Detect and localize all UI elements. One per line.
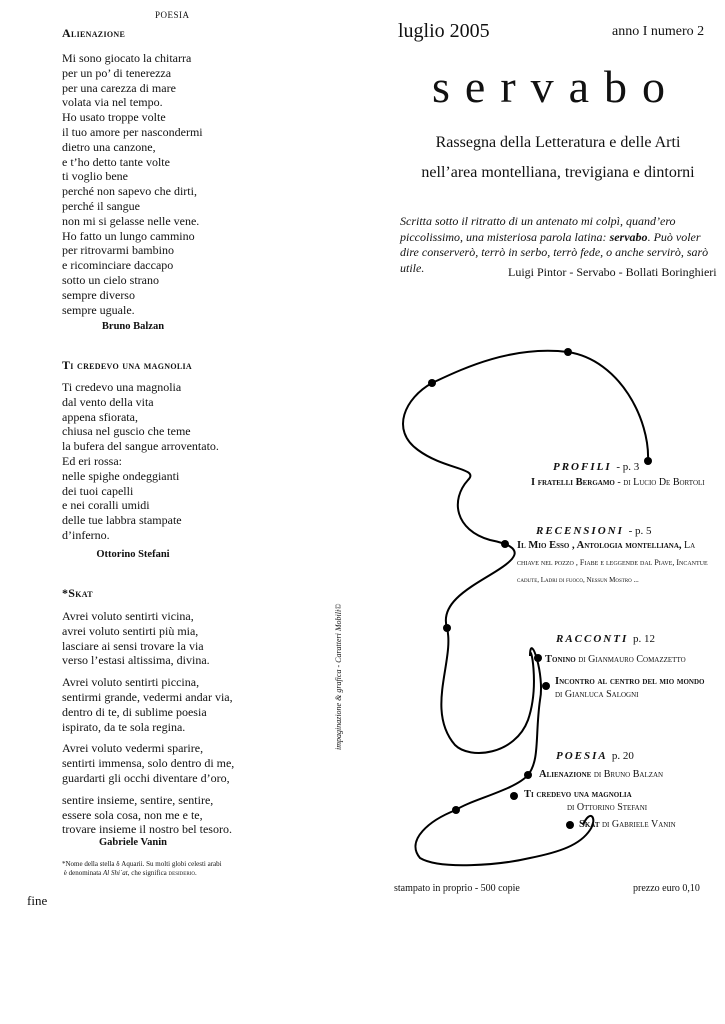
- section-page: - p. 5: [628, 525, 652, 537]
- entry-title: I fratelli Bergamo: [531, 477, 615, 488]
- running-head: POESIA: [155, 10, 190, 20]
- poem-line: perché il sangue: [62, 198, 140, 213]
- poem-line: ti voglio bene: [62, 169, 128, 184]
- poem-line: avrei voluto sentirti più mia,: [62, 623, 199, 638]
- poem-author: Bruno Balzan: [101, 321, 165, 332]
- section-label: PROFILI: [553, 461, 612, 473]
- section-profili: [553, 461, 639, 473]
- index-entry[interactable]: [579, 818, 676, 832]
- poem-line: Ti credevo una magnolia: [62, 380, 182, 394]
- section-page: p. 20: [611, 750, 634, 762]
- footnote-term: desiderio: [168, 869, 195, 877]
- section-page: - p. 3: [616, 461, 640, 473]
- poem-title-magnolia: Ti credevo una magnolia: [62, 358, 192, 372]
- poem-line: verso l’estasi altissima, divina.: [62, 653, 210, 668]
- index-entry-author: di Gianluca Salogni: [555, 689, 639, 700]
- print-run: stampato in proprio - 500 copie: [394, 883, 520, 894]
- poem-line: per un po’ di tenerezza: [62, 65, 172, 80]
- footnote-text: è denominata: [63, 869, 104, 877]
- poem-line: Avrei voluto sentirti vicina,: [62, 609, 194, 623]
- masthead: servabo: [432, 61, 681, 112]
- entry-title: Incontro al centro del mio mondo: [555, 676, 705, 687]
- entry-author: di Bruno Balzan: [591, 769, 664, 780]
- poem-line: e nei coralli umidi: [62, 498, 150, 513]
- poem-line: guardarti gli occhi diventare d’oro,: [62, 770, 230, 785]
- footnote-text: , che significa: [127, 869, 169, 877]
- poem-line: Avrei voluto sentirti piccina,: [62, 675, 200, 690]
- poem-line: perché non sapevo che dirti,: [62, 184, 197, 199]
- poem-line: non mi si gelasse nelle vene.: [62, 213, 200, 228]
- thread-dot: [542, 682, 550, 690]
- subtitle-line-2: nell’area montelliana, trevigiana e dintorni: [421, 164, 695, 181]
- thread-dot: [428, 379, 436, 387]
- poem-author: Ottorino Stefani: [96, 549, 170, 560]
- poem-line: il tuo amore per nascondermi: [62, 124, 203, 139]
- poem-line: lasciare ai sensi trovare la via: [62, 638, 204, 653]
- thread-dot: [524, 771, 532, 779]
- poem-line: per ritrovarmi bambino: [62, 243, 174, 258]
- entry-title: La: [681, 540, 696, 551]
- poem-line: sentire insieme, sentire, sentire,: [62, 792, 214, 807]
- poem-line: e ricominciare daccapo: [62, 258, 174, 273]
- poem-line: sentirti immensa, solo dentro di me,: [62, 756, 235, 771]
- issue-date: luglio 2005: [398, 20, 490, 42]
- epigraph-keyword: servabo: [609, 229, 648, 244]
- footnote-line: *Nome della stella δ Aquarii. Su molti globi celesti arabi: [62, 860, 222, 868]
- price: prezzo euro 0,10: [633, 883, 700, 894]
- poem-title-alienazione: Alienazione: [62, 26, 126, 40]
- poem-line: Ho usato troppe volte: [62, 110, 166, 125]
- subtitle-line-1: Rassegna della Letteratura e delle Arti: [435, 134, 681, 151]
- index-entry-author: di Ottorino Stefani: [567, 802, 648, 813]
- thread-dot: [510, 792, 518, 800]
- index-entry[interactable]: chiave nel pozzo , Fiabe e leggende dal Piave, Incantue: [517, 558, 708, 567]
- thread-dot: [501, 540, 509, 548]
- entry-title: Skat: [579, 819, 600, 830]
- thread-dot: [443, 624, 451, 632]
- poem-author: Gabriele Vanin: [99, 837, 167, 848]
- footnote-term: Al Shi`at: [103, 869, 128, 877]
- poem-line: Avrei voluto vedermi sparire,: [62, 741, 204, 756]
- section-racconti: [556, 633, 655, 645]
- entry-title: Ti credevo una magnolia: [524, 789, 632, 800]
- poem-line: sempre diverso: [62, 287, 135, 302]
- section-label: POESIA: [556, 750, 608, 762]
- poem-line: chiusa nel guscio che teme: [62, 424, 191, 439]
- thread-dot: [534, 654, 542, 662]
- index-entry[interactable]: [524, 788, 632, 802]
- thread-dot: [452, 806, 460, 814]
- entry-author: di Gabriele Vanin: [599, 819, 676, 830]
- thread-dot: [564, 348, 572, 356]
- poem-line: sempre uguale.: [62, 302, 135, 317]
- index-entry[interactable]: [517, 539, 695, 553]
- epigraph-text: . Può voler dire conserverò, terrò in serbo, terrò fede, o anche servirò, sarò utile.: [400, 229, 709, 275]
- section-recensioni: [536, 525, 652, 537]
- poem-line: per una carezza di mare: [62, 80, 176, 95]
- thread-dot: [566, 821, 574, 829]
- poem-line: Ed eri rossa:: [62, 453, 122, 468]
- fine-label: fine: [27, 893, 48, 908]
- poem-line: trovare insieme il nostro bel tesoro.: [62, 822, 232, 837]
- epigraph-source: Luigi Pintor - Servabo - Bollati Boringhieri: [508, 265, 717, 279]
- poem-line: la bufera del sangue arroventato.: [62, 439, 219, 454]
- poem-line: Mi sono giocato la chitarra: [62, 51, 192, 65]
- poem-line: volata via nel tempo.: [62, 95, 163, 110]
- section-label: RECENSIONI: [536, 525, 624, 537]
- credits-vertical: impaginazione & grafica - Caratteri Mobili©: [334, 603, 343, 750]
- entry-author: - di Lucio De Bortoli: [617, 477, 705, 488]
- poem-line: essere sola cosa, non me e te,: [62, 807, 203, 822]
- thread-dot: [644, 457, 652, 465]
- entry-title: Il Mio Esso , Antologia montelliana,: [517, 540, 682, 551]
- poem-line: dal vento della vita: [62, 394, 154, 409]
- section-page: p. 12: [633, 633, 655, 645]
- poem-line: dei tuoi capelli: [62, 483, 134, 498]
- poem-line: sentirmi grande, vedermi andar via,: [62, 689, 233, 704]
- poem-line: Ho fatto un lungo cammino: [62, 228, 195, 243]
- section-poesia: [556, 750, 634, 762]
- section-label: RACCONTI: [556, 633, 629, 645]
- entry-title: Tonino: [545, 654, 576, 665]
- poem-line: dietro una canzone,: [62, 139, 156, 154]
- poem-line: ispirato, da te sola regina.: [62, 719, 186, 734]
- index-entry[interactable]: cadute, Ladri di fuoco, Nessun Mostro ...: [517, 576, 639, 584]
- index-entry[interactable]: [531, 476, 705, 490]
- index-entry[interactable]: [545, 653, 686, 667]
- poem-line: appena sfiorata,: [62, 409, 138, 424]
- epigraph-text: Scritta sotto il ritratto di un antenato mi colpì, quand’ero piccolissimo, una misteriosa parola latina:: [400, 214, 676, 244]
- entry-title: Alienazione: [539, 769, 592, 780]
- poem-title-skat: *Skat: [62, 586, 93, 600]
- poem-line: delle tue labbra stampate: [62, 513, 182, 528]
- issue-number: anno I numero 2: [612, 24, 705, 39]
- poem-line: nelle spighe ondeggianti: [62, 468, 180, 483]
- poem-line: e t’ho detto tante volte: [62, 154, 170, 169]
- index-entry[interactable]: [555, 675, 704, 689]
- poem-line: dentro di te, di sublime poesia: [62, 704, 207, 719]
- poem-line: sotto un cielo strano: [62, 272, 159, 287]
- footnote-text: .: [194, 869, 197, 877]
- entry-author: di Gianmauro Comazzetto: [575, 654, 686, 665]
- poem-line: d’inferno.: [62, 527, 110, 542]
- index-entry[interactable]: [539, 768, 663, 782]
